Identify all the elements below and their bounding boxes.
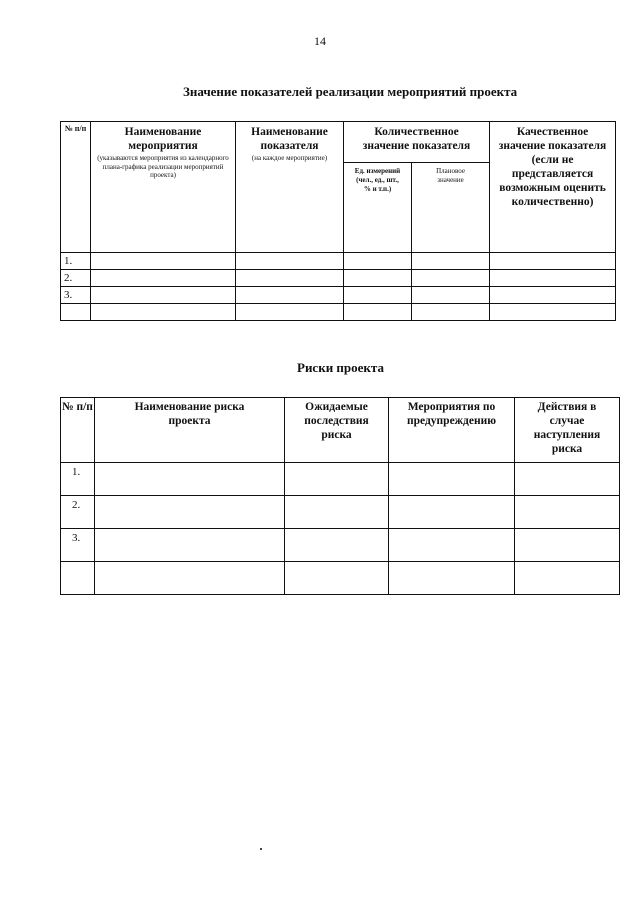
page-number: 14 <box>314 34 326 48</box>
header-indicator-note: (на каждое мероприятие) <box>251 154 328 162</box>
header-risk-num-label: № п/п <box>62 401 93 413</box>
header-prevention <box>389 398 515 463</box>
row-number: 3. <box>61 287 91 304</box>
row-number: 2. <box>61 496 95 529</box>
table-row <box>61 304 616 321</box>
header-consequences <box>285 398 389 463</box>
header-indicator-name-label: Наименование показателя <box>251 126 328 152</box>
header-planned-label: Плановое значение <box>436 167 465 184</box>
row-number: 3. <box>61 529 95 562</box>
risk-name-cell[interactable] <box>95 496 285 529</box>
header-qualitative-label: Качественное значение показателя (если не представляется возможным оценить количественно) <box>498 126 607 208</box>
planned-cell[interactable] <box>412 253 490 270</box>
header-event-name-note: (указываются мероприятия из календарного плана-графика реализации мероприятий проекта) <box>97 154 229 179</box>
prevention-cell[interactable] <box>389 529 515 562</box>
unit-cell[interactable] <box>344 253 412 270</box>
header-qualitative <box>490 122 616 253</box>
header-num-label: № п/п <box>64 124 87 133</box>
row-number <box>61 304 91 321</box>
indicators-title: Значение показателей реализации мероприятий проекта <box>183 84 518 99</box>
qualitative-cell[interactable] <box>490 253 616 270</box>
actions-cell[interactable] <box>515 463 620 496</box>
consequences-cell[interactable] <box>285 529 389 562</box>
consequences-cell[interactable] <box>285 496 389 529</box>
prevention-cell[interactable] <box>389 562 515 595</box>
header-actions <box>515 398 620 463</box>
row-number: 1. <box>61 253 91 270</box>
table-row <box>61 496 620 529</box>
actions-cell[interactable] <box>515 529 620 562</box>
header-num <box>61 122 91 253</box>
planned-cell[interactable] <box>412 304 490 321</box>
risk-name-cell[interactable] <box>95 529 285 562</box>
header-consequences-label: Ожидаемые последствия риска <box>304 401 369 441</box>
consequences-cell[interactable] <box>285 562 389 595</box>
unit-cell[interactable] <box>344 287 412 304</box>
indicator-cell[interactable] <box>236 287 344 304</box>
qualitative-cell[interactable] <box>490 287 616 304</box>
risk-name-cell[interactable] <box>95 463 285 496</box>
qualitative-cell[interactable] <box>490 270 616 287</box>
header-indicator-name <box>236 122 344 253</box>
header-unit <box>344 163 412 253</box>
risks-table <box>60 397 620 595</box>
header-planned <box>412 163 490 253</box>
header-prevention-label: Мероприятия по предупреждению <box>407 401 496 427</box>
row-number: 2. <box>61 270 91 287</box>
event-cell[interactable] <box>91 253 236 270</box>
header-risk-name <box>95 398 285 463</box>
header-risk-num <box>61 398 95 463</box>
event-cell[interactable] <box>91 304 236 321</box>
table-row <box>61 287 616 304</box>
header-risk-name-label: Наименование риска проекта <box>134 401 245 427</box>
table-row <box>61 463 620 496</box>
event-cell[interactable] <box>91 270 236 287</box>
prevention-cell[interactable] <box>389 463 515 496</box>
header-event-name <box>91 122 236 253</box>
event-cell[interactable] <box>91 287 236 304</box>
table-row <box>61 562 620 595</box>
header-event-name-label: Наименование мероприятия <box>124 126 202 152</box>
risk-name-cell[interactable] <box>95 562 285 595</box>
unit-cell[interactable] <box>344 304 412 321</box>
qualitative-cell[interactable] <box>490 304 616 321</box>
row-number <box>61 562 95 595</box>
indicator-cell[interactable] <box>236 270 344 287</box>
indicator-cell[interactable] <box>236 304 344 321</box>
risks-title: Риски проекта <box>297 360 384 375</box>
consequences-cell[interactable] <box>285 463 389 496</box>
unit-cell[interactable] <box>344 270 412 287</box>
header-unit-label: Ед. измерений (чел., ед., шт., % и т.п.) <box>354 167 401 193</box>
indicators-table <box>60 121 616 321</box>
planned-cell[interactable] <box>412 270 490 287</box>
indicator-cell[interactable] <box>236 253 344 270</box>
table-row <box>61 270 616 287</box>
actions-cell[interactable] <box>515 562 620 595</box>
scan-dot <box>260 848 262 850</box>
header-quantitative-label: Количественное значение показателя <box>362 126 471 152</box>
header-quantitative <box>344 122 490 163</box>
planned-cell[interactable] <box>412 287 490 304</box>
row-number: 1. <box>61 463 95 496</box>
table-row <box>61 253 616 270</box>
header-actions-label: Действия в случае наступления риска <box>533 401 601 455</box>
prevention-cell[interactable] <box>389 496 515 529</box>
table-row <box>61 529 620 562</box>
actions-cell[interactable] <box>515 496 620 529</box>
